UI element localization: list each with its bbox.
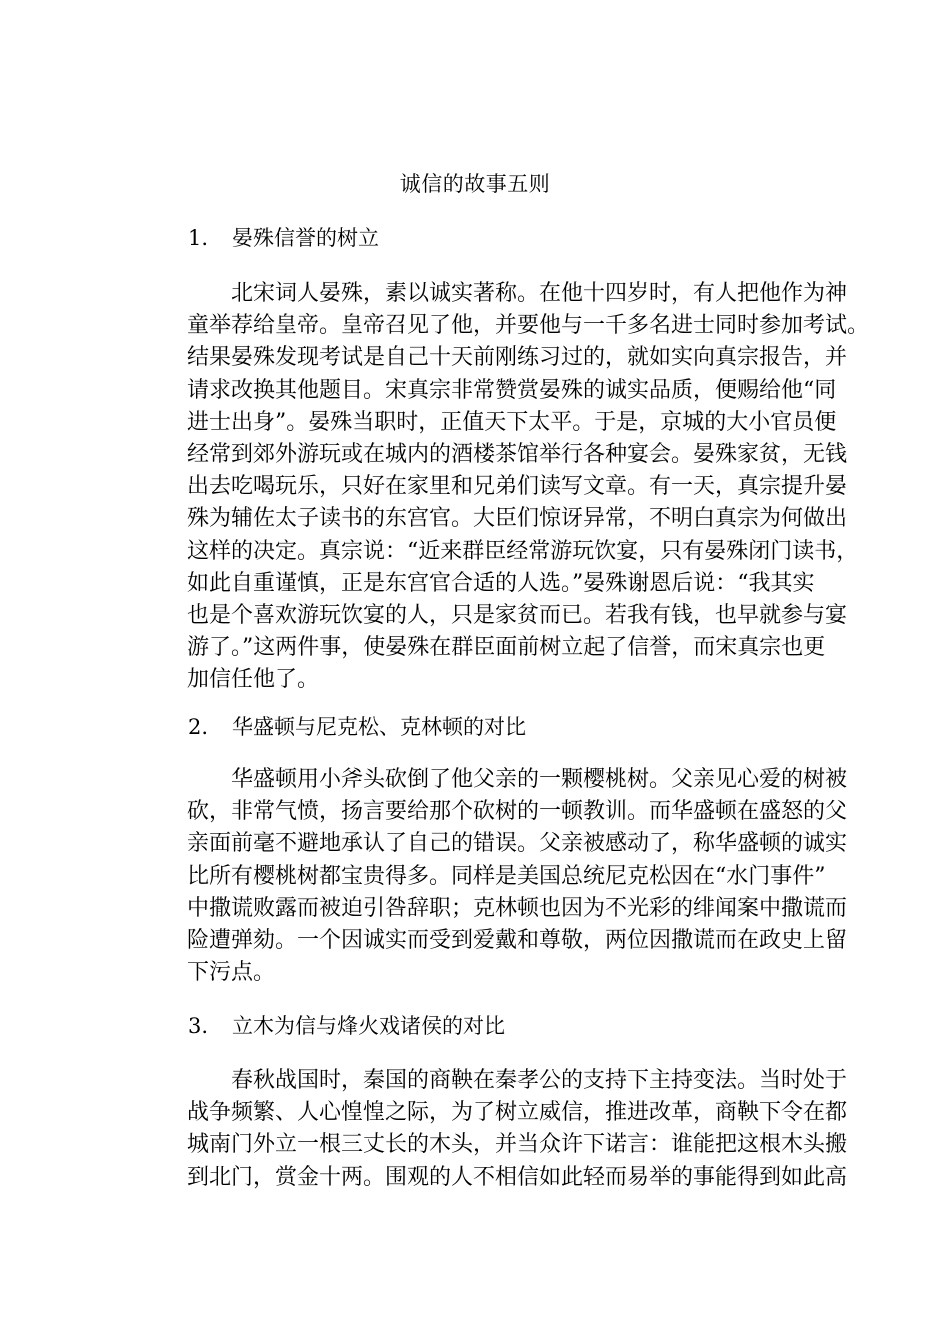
paragraph-line: 北宋词人晏殊，素以诚实著称。在他十四岁时，有人把他作为神	[231, 281, 848, 306]
paragraph-line: 殊为辅佐太子读书的东宫官。大臣们惊讶异常，不明白真宗为何做出	[187, 506, 848, 532]
paragraph-line: 城南门外立一根三丈长的木头，并当众许下诺言：谁能把这根木头搬	[187, 1132, 848, 1158]
paragraph-line: 这样的决定。真宗说：“近来群臣经常游玩饮宴，只有晏殊闭门读书，	[187, 538, 859, 564]
section-heading-text: 晏殊信誉的树立	[232, 226, 379, 250]
paragraph-line: 战争频繁、人心惶惶之际，为了树立威信，推进改革，商鞅下令在都	[187, 1100, 848, 1126]
paragraph-line: 结果晏殊发现考试是自己十天前刚练习过的，就如实向真宗报告，并	[187, 345, 848, 371]
section-number: 1.	[188, 226, 209, 250]
paragraph-line: 华盛顿用小斧头砍倒了他父亲的一颗樱桃树。父亲见心爱的树被	[231, 767, 848, 792]
paragraph-line: 经常到郊外游玩或在城内的酒楼茶馆举行各种宴会。晏殊家贫，无钱	[187, 441, 848, 467]
paragraph-line: 出去吃喝玩乐，只好在家里和兄弟们读写文章。有一天，真宗提升晏	[187, 474, 848, 500]
section-paragraph	[143, 1065, 848, 1194]
section-number: 3.	[188, 1014, 209, 1038]
paragraph-line: 亲面前毫不避地承认了自己的错误。父亲被感动了，称华盛顿的诚实	[187, 831, 848, 857]
paragraph-line: 中撒谎败露而被迫引咎辞职；克林顿也因为不光彩的绯闻案中撒谎而	[187, 895, 848, 921]
paragraph-line: 砍，非常气愤，扬言要给那个砍树的一顿教训。而华盛顿在盛怒的父	[187, 799, 848, 825]
section-heading	[188, 711, 526, 743]
section-heading	[188, 222, 379, 254]
paragraph-line: 比所有樱桃树都宝贵得多。同样是美国总统尼克松因在“水门事件”	[187, 863, 826, 889]
paragraph-line: 请求改换其他题目。宋真宗非常赞赏晏殊的诚实品质，便赐给他“同	[187, 377, 837, 403]
paragraph-line: 加信任他了。	[187, 667, 320, 693]
section-paragraph	[143, 764, 848, 989]
paragraph-line: 如此自重谨慎，正是东宫官合适的人选。”晏殊谢恩后说：“我其实	[187, 570, 815, 596]
section-heading-text: 华盛顿与尼克松、克林顿的对比	[232, 715, 526, 739]
paragraph-line: 下污点。	[187, 960, 276, 986]
paragraph-line: 童举荐给皇帝。皇帝召见了他，并要他与一千多名进士同时参加考试。	[187, 313, 870, 339]
paragraph-line: 游了。”这两件事，使晏殊在群臣面前树立起了信誉，而宋真宗也更	[187, 635, 826, 661]
section-heading	[188, 1010, 505, 1042]
paragraph-line: 进士出身”。晏殊当职时，正值天下太平。于是，京城的大小官员便	[187, 409, 837, 435]
paragraph-line: 春秋战国时，秦国的商鞅在秦孝公的支持下主持变法。当时处于	[231, 1068, 848, 1093]
paragraph-line: 也是个喜欢游玩饮宴的人，只是家贫而已。若我有钱，也早就参与宴	[187, 602, 848, 628]
section-paragraph	[143, 278, 870, 696]
paragraph-line: 到北门，赏金十两。围观的人不相信如此轻而易举的事能得到如此高	[187, 1164, 848, 1190]
section-heading-text: 立木为信与烽火戏诸侯的对比	[232, 1014, 505, 1038]
section-number: 2.	[188, 715, 209, 739]
document-title: 诚信的故事五则	[399, 172, 551, 196]
paragraph-line: 险遭弹劾。一个因诚实而受到爱戴和尊敬，两位因撒谎而在政史上留	[187, 927, 848, 953]
